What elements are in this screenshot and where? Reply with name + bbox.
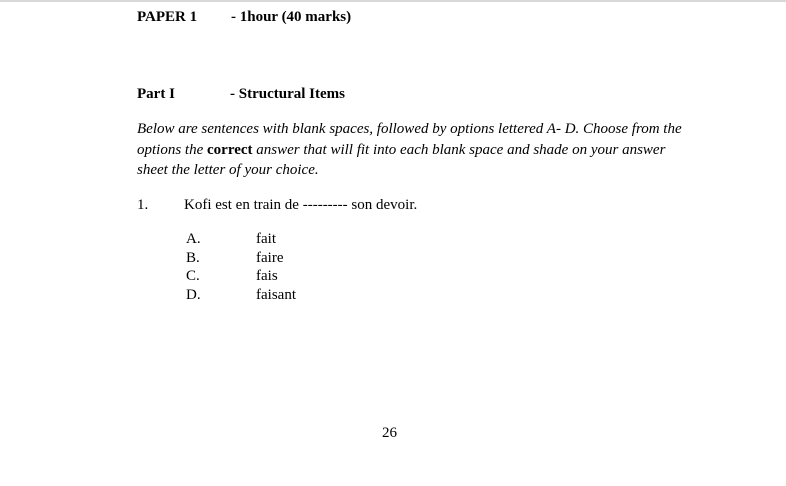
instructions-text-after: answer that will fit into each blank space and shade on your answer sheet the letter of your choice. (137, 141, 666, 178)
answer-options (186, 230, 296, 304)
instructions-text-before: Below are sentences with blank spaces, followed by options lettered A- D. Choose from the options the (137, 121, 682, 158)
paper-heading (137, 9, 352, 26)
option-text: faire (256, 249, 284, 266)
question-text: Kofi est en train de --------- son devoir. (184, 197, 418, 213)
part-title: - Structural Items (230, 86, 345, 102)
question-1 (137, 197, 418, 214)
option-text: fais (256, 268, 278, 284)
option-b (186, 249, 284, 268)
part-heading (137, 86, 345, 103)
part-label: Part I (137, 86, 175, 102)
option-letter: B. (186, 249, 200, 266)
instructions-keyword: correct (207, 141, 253, 158)
top-border (0, 0, 786, 2)
option-letter: A. (186, 231, 201, 247)
option-c (186, 267, 278, 286)
option-d (186, 286, 296, 305)
paper-duration: - 1hour (40 marks) (231, 9, 352, 25)
page-number: 26 (382, 425, 397, 441)
option-text: faisant (256, 286, 296, 303)
option-letter: C. (186, 268, 200, 284)
instructions-paragraph (137, 119, 697, 181)
question-number: 1. (137, 197, 149, 213)
option-letter: D. (186, 286, 201, 303)
option-a (186, 230, 276, 249)
paper-label: PAPER 1 (137, 9, 198, 25)
option-text: fait (256, 231, 276, 247)
